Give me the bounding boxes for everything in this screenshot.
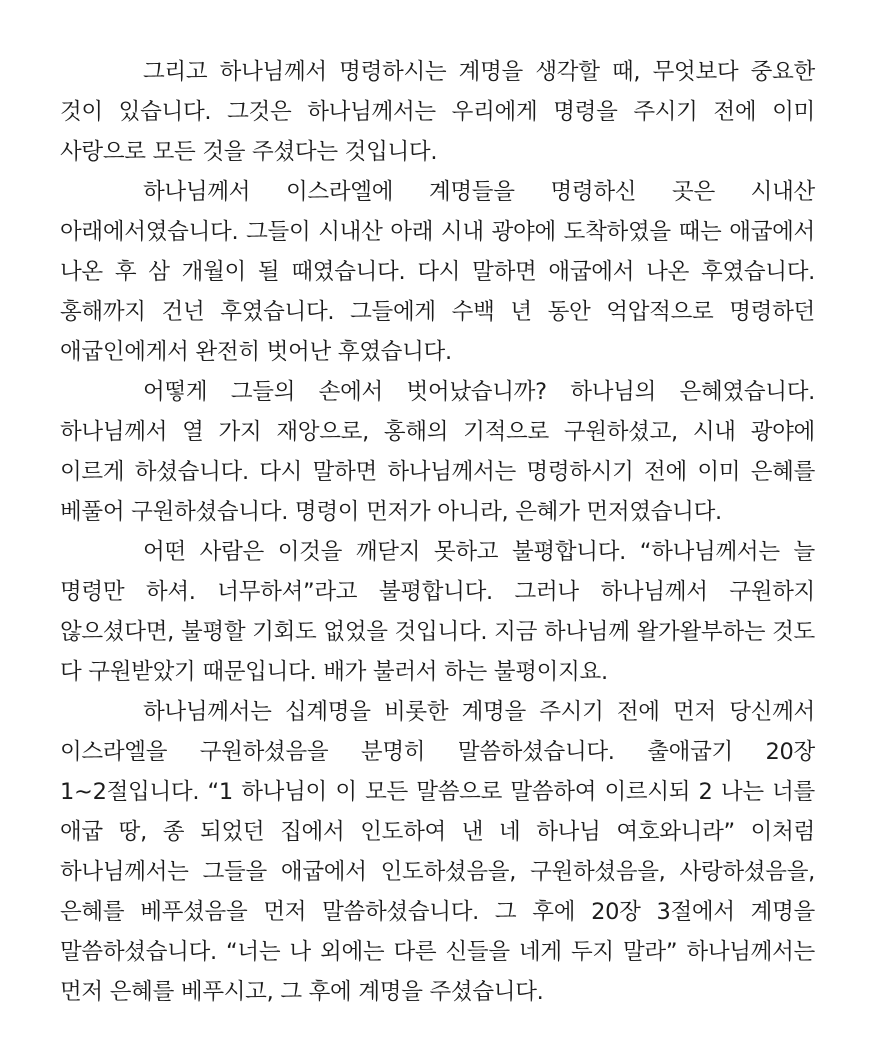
paragraph: 그리고 하나님께서 명령하시는 계명을 생각할 때, 무엇보다 중요한 것이 있습니다. 그것은 하나님께서는 우리에게 명령을 주시기 전에 이미 사랑으로 모든 것을 주셨다는 것입니다. bbox=[60, 59, 815, 165]
paragraph: 어떻게 그들의 손에서 벗어났습니까? 하나님의 은혜였습니다. 하나님께서 열 가지 재앙으로, 홍해의 기적으로 구원하셨고, 시내 광야에 이르게 하셨습니다. 다시 말하면 하나님께서는 명령하시기 전에 이미 은혜를 베풀어 구원하셨습니다. 명령이 먼저가 아니라, 은혜가 먼저였습니다. bbox=[60, 379, 815, 525]
paragraph: 하나님께서 이스라엘에 계명들을 명령하신 곳은 시내산 아래에서였습니다. 그들이 시내산 아래 시내 광야에 도착하였을 때는 애굽에서 나온 후 삼 개월이 될 때였습니다. 다시 말하면 애굽에서 나온 후였습니다. 홍해까지 건넌 후였습니다. 그들에게 수백 년 동안 억압적으로 명령하던 애굽인에게서 완전히 벗어난 후였습니다. bbox=[60, 179, 815, 365]
document-page bbox=[60, 52, 815, 1012]
paragraph: 어떤 사람은 이것을 깨닫지 못하고 불평합니다. “하나님께서는 늘 명령만 하셔. 너무하셔”라고 불평합니다. 그러나 하나님께서 구원하지 않으셨다면, 불평할 기회도 없었을 것입니다. 지금 하나님께 왈가왈부하는 것도 다 구원받았기 때문입니다. 배가 불러서 하는 불평이지요. bbox=[60, 539, 815, 685]
paragraph: 하나님께서는 십계명을 비롯한 계명을 주시기 전에 먼저 당신께서 이스라엘을 구원하셨음을 분명히 말씀하셨습니다. 출애굽기 20장 1~2절입니다. “1 하나님이 이 모든 말씀으로 말씀하여 이르시되 2 나는 너를 애굽 땅, 종 되었던 집에서 인도하여 낸 네 하나님 여호와니라” 이처럼 하나님께서는 그들을 애굽에서 인도하셨음을, 구원하셨음을, 사랑하셨음을, 은혜를 베푸셨음을 먼저 말씀하셨습니다. 그 후에 20장 3절에서 계명을 말씀하셨습니다. “너는 나 외에는 다른 신들을 네게 두지 말라” 하나님께서는 먼저 은혜를 베푸시고, 그 후에 계명을 주셨습니다. bbox=[60, 699, 815, 1005]
